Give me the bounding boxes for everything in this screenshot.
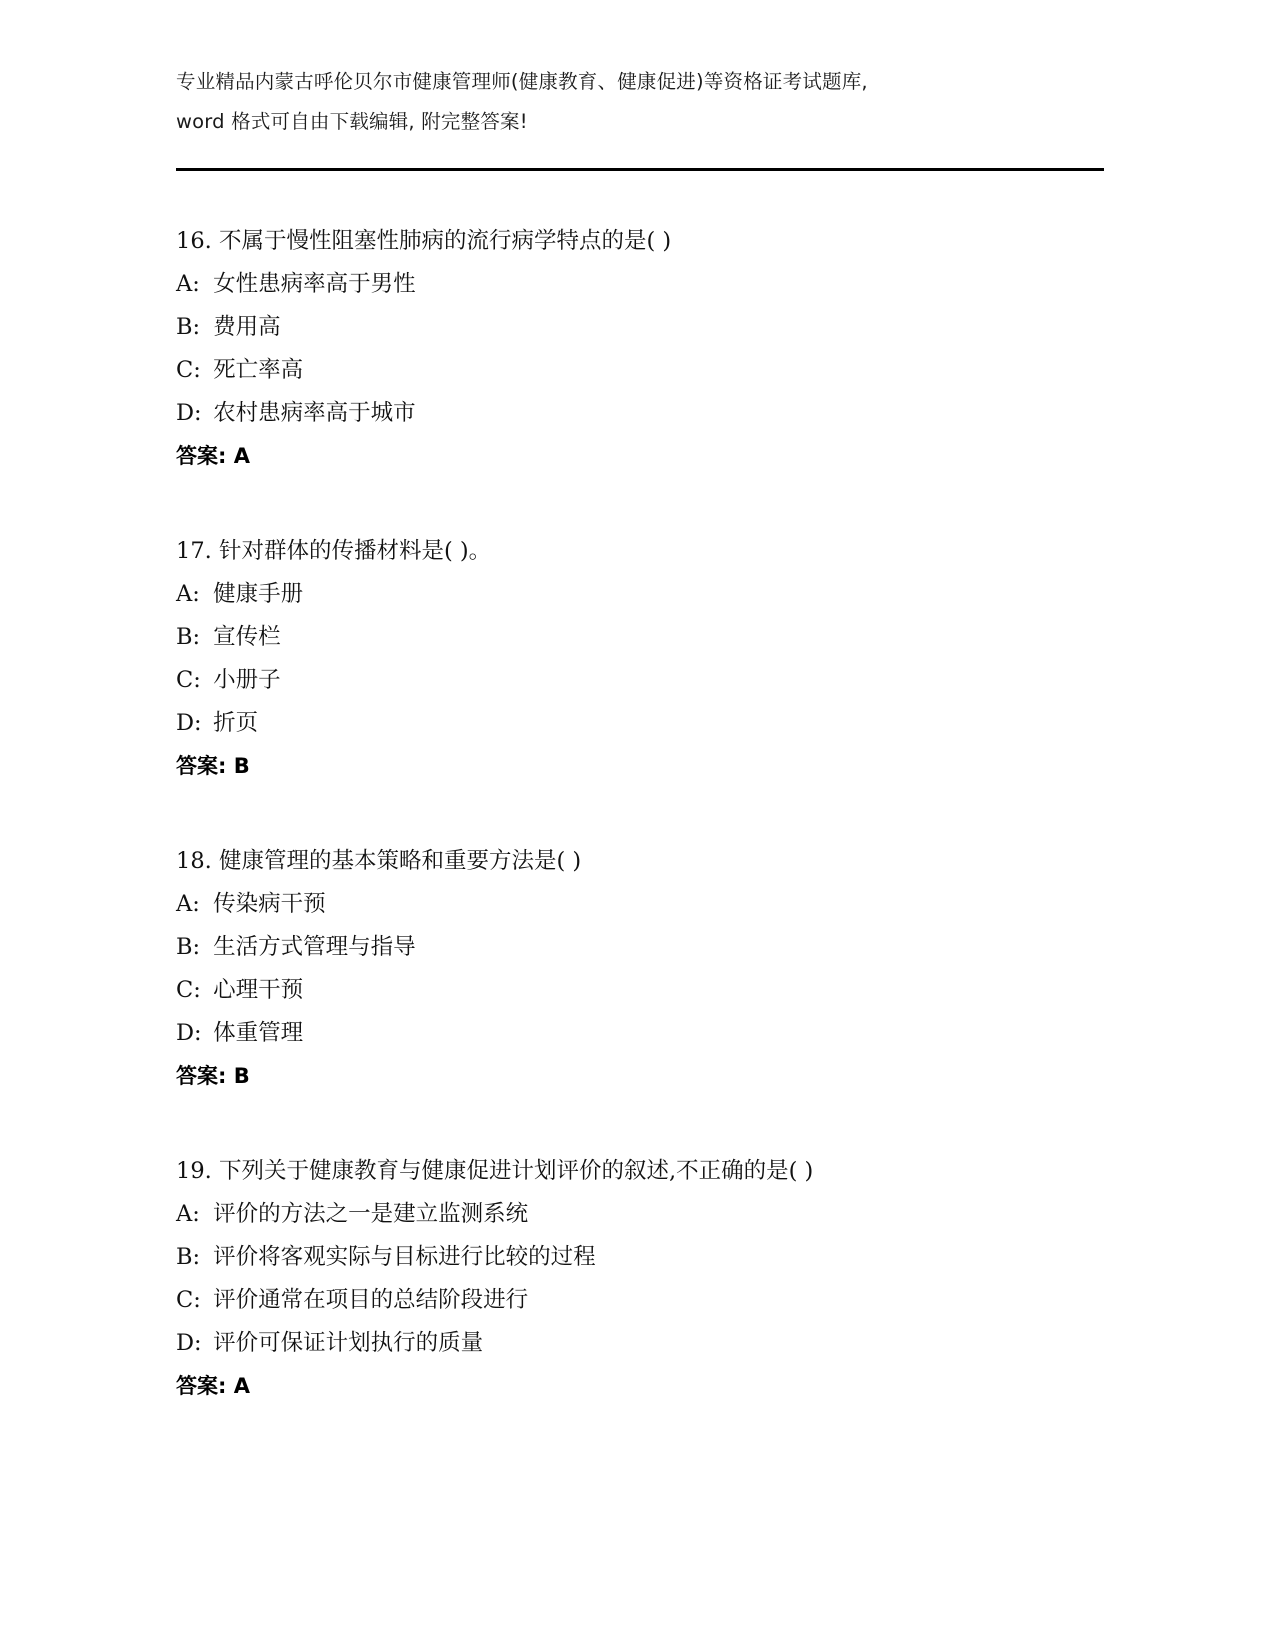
option-text: 费用高 [213,314,281,340]
option-text: 死亡率高 [213,357,304,383]
question-text: 针对群体的传播材料是( )。 [218,538,492,564]
option-row[interactable] [176,392,1116,435]
answer-value: A [233,444,250,468]
answer-value: B [233,754,250,778]
option-row[interactable] [176,349,1116,392]
option-key: C: [176,1287,201,1313]
option-text: 小册子 [213,667,281,693]
option-key: A: [176,1201,200,1227]
question-block [176,530,1116,788]
option-key: A: [176,581,200,607]
option-row[interactable] [176,1193,1116,1236]
header-line-1: 专业精品内蒙古呼伦贝尔市健康管理师(健康教育、健康促进)等资格证考试题库, [176,70,868,93]
option-text: 宣传栏 [213,624,281,650]
option-key: B: [176,934,201,960]
header-line-2: word 格式可自由下载编辑, 附完整答案! [176,110,528,133]
header-divider [176,168,1104,171]
question-text: 不属于慢性阻塞性肺病的流行病学特点的是( ) [218,228,672,254]
option-row[interactable] [176,1236,1116,1279]
option-key: D: [176,1020,202,1046]
option-text: 心理干预 [213,977,304,1003]
option-row[interactable] [176,573,1116,616]
questions-list [176,220,1116,1460]
option-key: B: [176,1244,201,1270]
answer-row [176,1055,1116,1098]
option-row[interactable] [176,306,1116,349]
option-row[interactable] [176,883,1116,926]
answer-label: 答案: [176,1374,227,1398]
question-number: 17. [176,538,212,564]
question-number: 16. [176,228,212,254]
question-block [176,1150,1116,1408]
answer-label: 答案: [176,444,227,468]
option-row[interactable] [176,616,1116,659]
option-text: 评价通常在项目的总结阶段进行 [213,1287,529,1313]
option-row[interactable] [176,263,1116,306]
option-key: C: [176,977,201,1003]
option-key: C: [176,667,201,693]
question-text: 健康管理的基本策略和重要方法是( ) [218,848,582,874]
option-row[interactable] [176,659,1116,702]
answer-label: 答案: [176,754,227,778]
option-key: A: [176,891,200,917]
question-stem [176,840,1116,883]
answer-row [176,745,1116,788]
option-text: 女性患病率高于男性 [213,271,416,297]
question-block [176,220,1116,478]
option-key: D: [176,710,202,736]
question-stem [176,220,1116,263]
question-stem [176,1150,1116,1193]
option-row[interactable] [176,1012,1116,1055]
option-key: B: [176,624,201,650]
answer-label: 答案: [176,1064,227,1088]
option-row[interactable] [176,1279,1116,1322]
option-row[interactable] [176,1322,1116,1365]
option-key: B: [176,314,201,340]
answer-value: A [233,1374,250,1398]
question-stem [176,530,1116,573]
question-number: 19. [176,1158,212,1184]
option-row[interactable] [176,969,1116,1012]
option-key: A: [176,271,200,297]
option-text: 折页 [213,710,259,736]
document-header [176,62,1106,142]
option-text: 评价可保证计划执行的质量 [213,1330,484,1356]
option-text: 评价的方法之一是建立监测系统 [213,1201,529,1227]
option-text: 评价将客观实际与目标进行比较的过程 [213,1244,596,1270]
question-number: 18. [176,848,212,874]
answer-value: B [233,1064,250,1088]
answer-row [176,435,1116,478]
option-text: 生活方式管理与指导 [213,934,416,960]
option-row[interactable] [176,926,1116,969]
option-text: 农村患病率高于城市 [213,400,416,426]
option-text: 健康手册 [213,581,304,607]
option-key: C: [176,357,201,383]
option-text: 传染病干预 [213,891,326,917]
option-key: D: [176,1330,202,1356]
question-block [176,840,1116,1098]
option-key: D: [176,400,202,426]
option-row[interactable] [176,702,1116,745]
answer-row [176,1365,1116,1408]
question-text: 下列关于健康教育与健康促进计划评价的叙述,不正确的是( ) [218,1158,814,1184]
option-text: 体重管理 [213,1020,304,1046]
